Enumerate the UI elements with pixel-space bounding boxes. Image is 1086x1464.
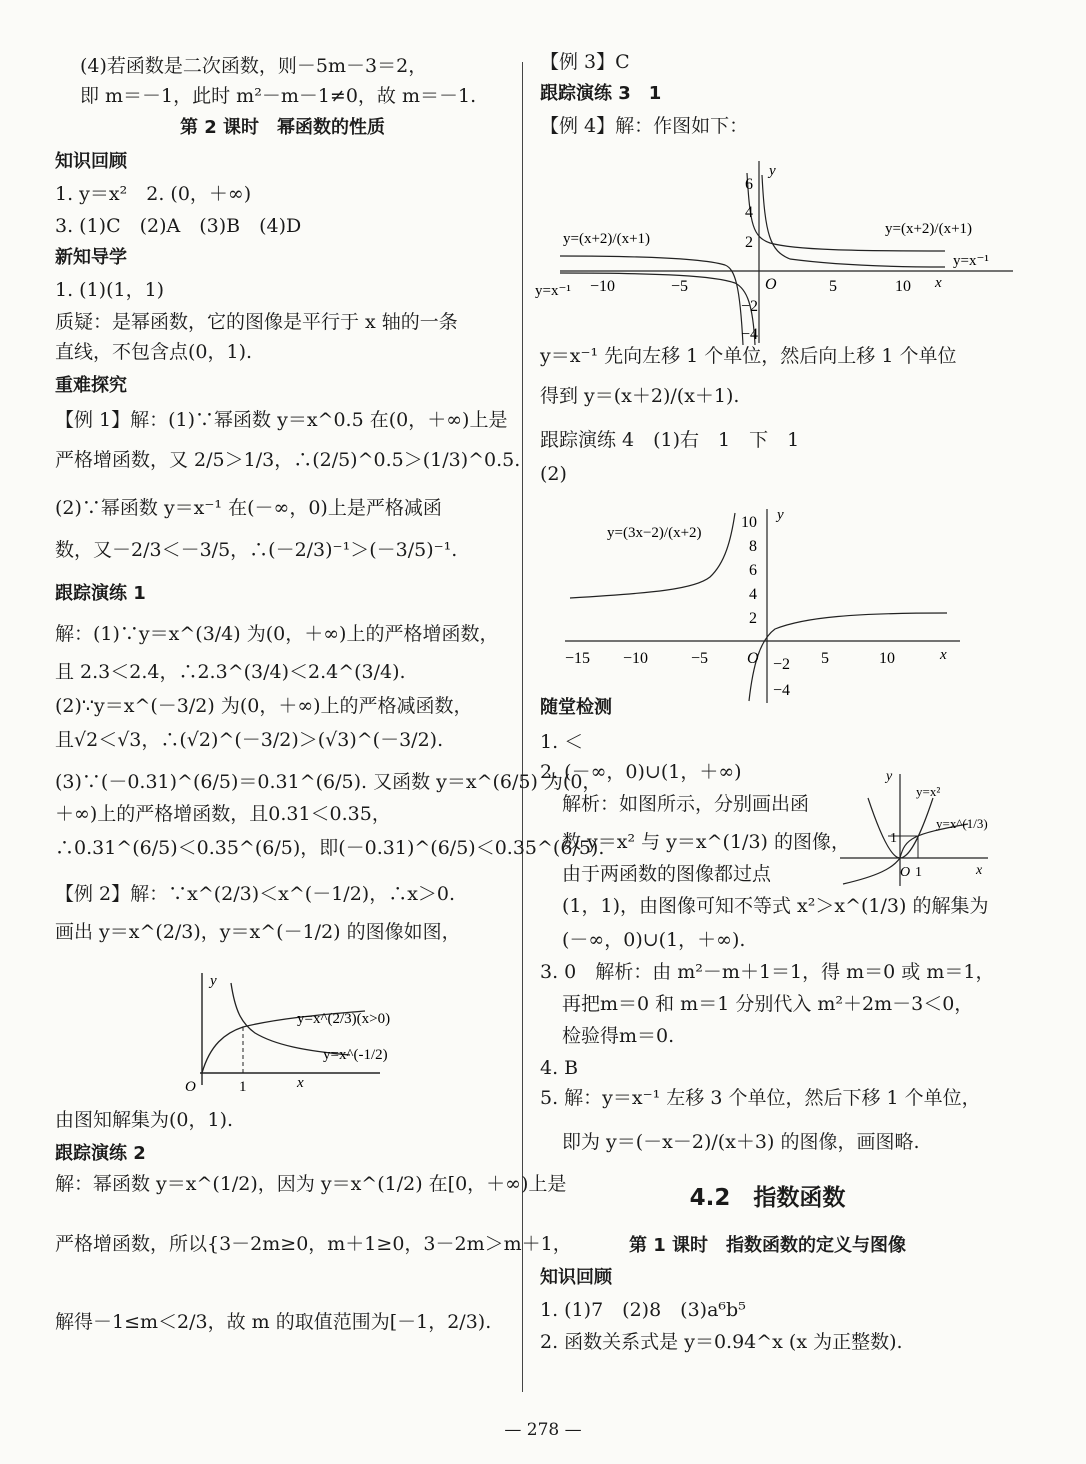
label-inv-right: y=x⁻¹ xyxy=(953,253,989,269)
tick-x-5: 5 xyxy=(829,278,837,295)
left-line-20: (3)∵(－0.31)^(6/5)＝0.31^(6/5). 又函数 y＝x^(6/5) 为(0， xyxy=(55,771,602,793)
right-line-0: 【例 3】C xyxy=(540,51,630,73)
label-right: y=(x+2)/(x+1) xyxy=(885,221,973,237)
left-line-22: ∴0.31^(6/5)＜0.35^(6/5)，即(－0.31)^(6/5)＜0.35^(6/5). xyxy=(55,837,605,859)
left-line-13: (2)∵幂函数 y＝x⁻¹ 在(－∞，0)上是严格减函 xyxy=(55,497,442,519)
right-line-4: 得到 y＝(x＋2)/(x＋1). xyxy=(540,385,740,407)
tick-label-1: 1 xyxy=(239,1079,247,1095)
left-line-17: 且 2.3＜2.4，∴2.3^(3/4)＜2.4^(3/4). xyxy=(55,661,406,683)
left-line-11: 【例 1】解：(1)∵幂函数 y＝x^0.5 在(0，＋∞)上是 xyxy=(55,409,508,431)
hyperbola-shifted-right xyxy=(747,173,945,251)
left-line-15: 跟踪演练 1 xyxy=(55,583,146,604)
right-line-24: 1. (1)7 (2)8 (3)a⁶b⁵ xyxy=(540,1299,746,1321)
left-line-28: 严格增函数，所以{3－2m≥0，m＋1≥0，3－2m＞m＋1， xyxy=(55,1233,572,1255)
left-line-2: 第 2 课时 幂函数的性质 xyxy=(179,117,386,138)
tick-y-4: 4 xyxy=(745,204,753,221)
axis-label-x: x xyxy=(935,275,942,291)
left-line-29: 解得－1≤m＜2/3，故 m 的取值范围为[－1，2/3). xyxy=(55,1311,492,1333)
hyperbola-shifted-left xyxy=(560,256,743,345)
tick-x-5: 5 xyxy=(821,650,829,667)
page-number: — 278 — xyxy=(504,1420,582,1440)
left-line-6: 新知导学 xyxy=(55,247,127,268)
left-line-14: 数，又－2/3＜－3/5，∴(－2/3)⁻¹＞(－3/5)⁻¹. xyxy=(55,539,458,561)
axis-label-y: y xyxy=(210,973,217,989)
right-line-16: 再把m＝0 和 m＝1 分别代入 m²＋2m－3＜0， xyxy=(562,993,974,1015)
left-line-18: (2)∵y＝x^(－3/2) 为(0，＋∞)上的严格减函数， xyxy=(55,695,473,717)
origin-label: O xyxy=(765,276,777,293)
tick-x-minus5: −5 xyxy=(671,278,689,295)
left-line-23: 【例 2】解：∵x^(2/3)＜x^(－1/2)，∴x＞0. xyxy=(55,883,456,905)
label-cube-root: y=x^(1/3) xyxy=(936,816,988,831)
tick-y-10: 10 xyxy=(741,514,757,531)
tick-y-6: 6 xyxy=(749,562,757,579)
origin-label: O xyxy=(747,650,759,667)
tick-y-2: 2 xyxy=(749,610,757,627)
right-line-11: 数 y＝x² 与 y＝x^(1/3) 的图像， xyxy=(562,831,850,853)
tick-y-minus4: −4 xyxy=(741,326,759,343)
axis-label-x: x xyxy=(297,1075,304,1091)
right-line-8: 1. ＜ xyxy=(540,731,584,753)
right-line-7: 随堂检测 xyxy=(540,697,612,718)
curve-label: y=(3x−2)/(x+2) xyxy=(607,525,702,541)
left-line-5: 3. (1)C (2)A (3)B (4)D xyxy=(55,215,302,237)
figure-tracking4-graph xyxy=(555,505,975,705)
left-line-26: 跟踪演练 2 xyxy=(55,1143,146,1164)
right-line-6: (2) xyxy=(540,463,567,485)
right-line-25: 2. 函数关系式是 y＝0.94^x (x 为正整数). xyxy=(540,1331,903,1353)
curve-label-a: y=x^(2/3)(x>0) xyxy=(297,1011,391,1027)
figure-check2-graph xyxy=(838,768,998,893)
right-line-1: 跟踪演练 3 1 xyxy=(540,83,662,104)
left-line-24: 画出 y＝x^(2/3)，y＝x^(－1/2) 的图像如图， xyxy=(55,921,461,943)
tick-y-6: 6 xyxy=(745,176,753,193)
right-line-10: 解析：如图所示，分别画出函 xyxy=(562,793,810,815)
tick-x-minus5: −5 xyxy=(691,650,709,667)
right-line-18: 4. B xyxy=(540,1057,579,1079)
tick-y-8: 8 xyxy=(749,538,757,555)
right-line-17: 检验得m＝0. xyxy=(562,1025,675,1047)
tick-x-minus10: −10 xyxy=(623,650,649,667)
right-line-21: 4.2 指数函数 xyxy=(689,1185,846,1211)
right-line-19: 5. 解：y＝x⁻¹ 左移 3 个单位，然后下移 1 个单位， xyxy=(540,1087,981,1109)
right-line-22: 第 1 课时 指数函数的定义与图像 xyxy=(628,1235,907,1256)
curve-label-b: y=x^(-1/2) xyxy=(323,1047,388,1063)
label-inv-left: y=x⁻¹ xyxy=(535,283,571,299)
tick-y-2: 2 xyxy=(745,234,753,251)
tick-y-minus2: −2 xyxy=(773,656,791,673)
left-line-1: 即 m＝－1，此时 m²－m－1≠0，故 m＝－1. xyxy=(80,85,477,107)
tick-y-1: 1 xyxy=(890,831,897,846)
origin-label: O xyxy=(900,865,911,880)
right-line-13: (1，1)，由图像可知不等式 x²＞x^(1/3) 的解集为 xyxy=(562,895,989,917)
right-line-12: 由于两函数的图像都过点 xyxy=(562,863,772,885)
left-line-27: 解：幂函数 y＝x^(1/2)，因为 y＝x^(1/2) 在[0，＋∞)上是 xyxy=(55,1173,567,1195)
axis-label-x: x xyxy=(976,863,983,878)
left-line-8: 质疑：是幂函数，它的图像是平行于 x 轴的一条 xyxy=(55,311,458,333)
label-x-squared: y=x² xyxy=(916,784,941,799)
axis-label-x: x xyxy=(940,647,947,663)
left-line-16: 解：(1)∵y＝x^(3/4) 为(0，＋∞)上的严格增函数， xyxy=(55,623,499,645)
left-line-3: 知识回顾 xyxy=(55,151,127,172)
tick-x-minus10: −10 xyxy=(590,278,616,295)
left-line-12: 严格增函数，又 2/5＞1/3，∴(2/5)^0.5＞(1/3)^0.5. xyxy=(55,449,521,471)
left-line-9: 直线，不包含点(0，1). xyxy=(55,341,253,363)
origin-label: O xyxy=(185,1079,196,1095)
tick-y-minus4: −4 xyxy=(773,682,791,699)
tick-y-4: 4 xyxy=(749,586,757,603)
right-line-5: 跟踪演练 4 (1)右 1 下 1 xyxy=(540,429,800,451)
right-line-15: 3. 0 解析：由 m²－m＋1＝1，得 m＝0 或 m＝1， xyxy=(540,961,995,983)
right-line-2: 【例 4】解：作图如下： xyxy=(540,115,749,137)
left-line-4: 1. y＝x² 2. (0，＋∞) xyxy=(55,183,252,205)
right-line-20: 即为 y＝(－x－2)/(x＋3) 的图像，画图略. xyxy=(562,1131,920,1153)
right-line-9: 2. (－∞，0)∪(1，＋∞) xyxy=(540,761,742,783)
axis-label-y: y xyxy=(886,769,893,784)
right-line-3: y＝x⁻¹ 先向左移 1 个单位，然后向上移 1 个单位 xyxy=(540,345,957,367)
tick-x-10: 10 xyxy=(895,278,911,295)
left-line-7: 1. (1)(1，1) xyxy=(55,279,165,301)
figure-example2-graph xyxy=(165,965,395,1095)
right-line-23: 知识回顾 xyxy=(540,1267,612,1288)
tick-x-1: 1 xyxy=(915,865,922,880)
left-line-19: 且√2＜√3，∴(√2)^(－3/2)＞(√3)^(－3/2). xyxy=(55,729,444,751)
figure-example4-graph xyxy=(535,155,1025,350)
left-line-25: 由图知解集为(0，1). xyxy=(55,1109,234,1131)
tick-y-minus2: −2 xyxy=(741,298,759,315)
axis-label-y: y xyxy=(769,163,776,179)
right-line-14: (－∞，0)∪(1，＋∞). xyxy=(562,929,746,951)
label-left: y=(x+2)/(x+1) xyxy=(563,231,651,247)
axis-label-y: y xyxy=(777,507,784,523)
tick-x-minus15: −15 xyxy=(565,650,591,667)
left-line-10: 重难探究 xyxy=(55,375,127,396)
left-line-21: ＋∞)上的严格增函数，且0.31＜0.35， xyxy=(55,803,391,825)
left-line-0: (4)若函数是二次函数，则－5m－3＝2， xyxy=(80,55,428,77)
tick-x-10: 10 xyxy=(879,650,895,667)
